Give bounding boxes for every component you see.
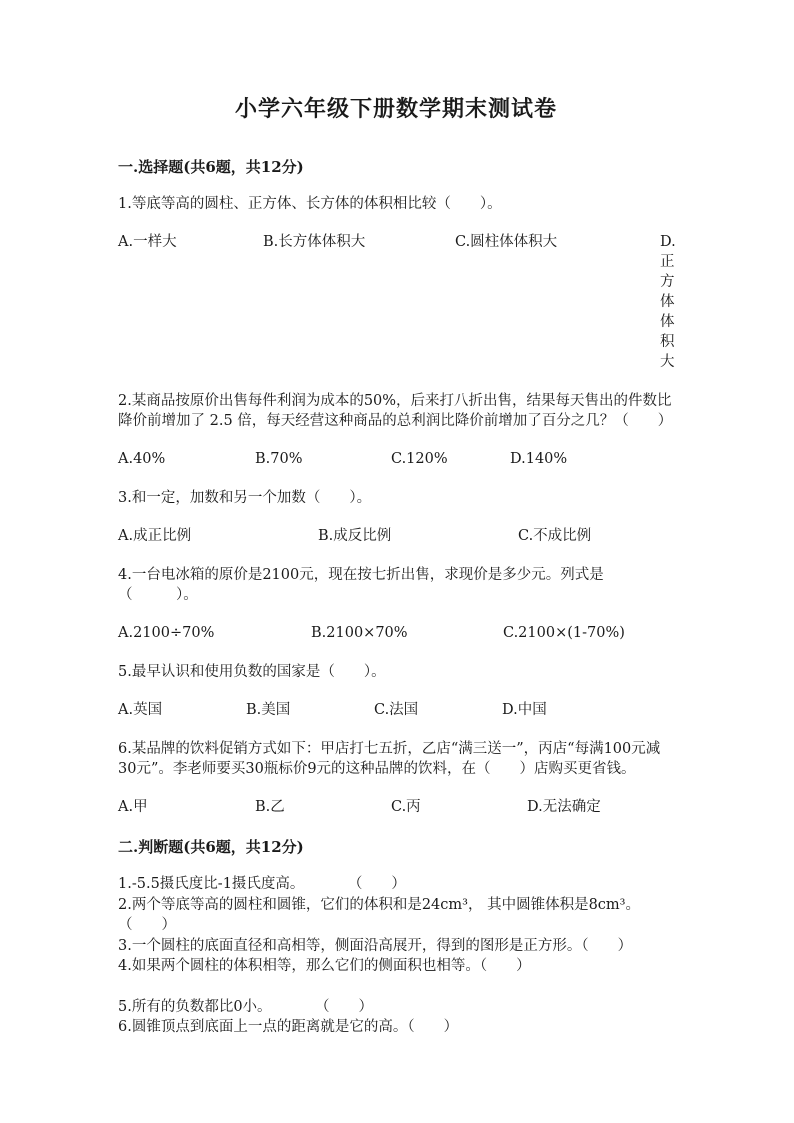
option-d-letter	[648, 232, 674, 372]
option-c: C.120%	[391, 451, 448, 467]
option-a: A.甲	[118, 799, 148, 815]
judge-item-1: 1.-5.5摄氏度比-1摄氏度高。 （ ）	[118, 876, 406, 892]
option-a: A.成正比例	[118, 528, 192, 544]
option-c: C.法国	[374, 702, 419, 718]
judge-item-3: 3.一个圆柱的底面直径和高相等，侧面沿高展开，得到的图形是正方形。（ ）	[118, 937, 633, 954]
option-d: D.140%	[510, 451, 568, 467]
option-a: A.一样大	[118, 234, 177, 250]
option-a: A.2100÷70%	[118, 625, 215, 641]
options-q5	[118, 700, 674, 720]
judge-item-2: 2.两个等底等高的圆柱和圆锥，它们的体积和是24cm³， 其中圆锥体积是8cm³。（ ）	[118, 896, 640, 933]
page-title: 小学六年级下册数学期末测试卷	[234, 96, 557, 122]
option-c: C.不成比例	[518, 528, 592, 544]
judge-item-6: 6.圆锥顶点到底面上一点的距离就是它的高。（ ）	[118, 1019, 459, 1035]
option-b: B.2100×70%	[311, 625, 408, 641]
section-heading-judge: 二.判断题(共6题，共12分)	[118, 838, 304, 856]
option-b: B.长方体体积大	[263, 234, 366, 250]
option-d: D.正方体体积大	[660, 234, 676, 370]
question-2: 2.某商品按原价出售每件利润为成本的50%，后来打八折出售，结果每天售出的件数比降价前增加了 2.5 倍，每天经营这种商品的总利润比降价前增加了百分之几？（ ）	[118, 393, 673, 429]
judge-item-5: 5.所有的负数都比0小。 （ ）	[118, 998, 374, 1015]
question-3: 3.和一定，加数和另一个加数（ ）。	[118, 490, 372, 506]
option-d: D.中国	[502, 702, 547, 718]
option-c: C.2100×(1-70%)	[503, 625, 625, 641]
options-q1	[118, 232, 674, 372]
option-b: B.成反比例	[318, 528, 392, 544]
question-5: 5.最早认识和使用负数的国家是（ ）。	[118, 664, 386, 680]
option-b: B.乙	[255, 799, 285, 815]
options-q4	[118, 623, 674, 643]
options-q3	[118, 526, 674, 546]
option-c: C.圆柱体体积大	[455, 234, 558, 250]
option-b: B.美国	[246, 702, 291, 718]
options-q2	[118, 449, 674, 469]
question-4: 4.一台电冰箱的原价是2100元，现在按七折出售，求现价是多少元。列式是（ ）。	[118, 567, 604, 603]
question-1: 1.等底等高的圆柱、正方体、长方体的体积相比较（ ）。	[118, 196, 502, 212]
question-6: 6.某品牌的饮料促销方式如下：甲店打七五折，乙店“满三送一”，丙店“每满100元减30元”。李老师要买30瓶标价9元的这种品牌的饮料，在（ ）店购买更省钱。	[118, 741, 661, 777]
option-d: D.无法确定	[527, 799, 601, 815]
options-q6	[118, 797, 674, 817]
option-a: A.英国	[118, 702, 163, 718]
section-heading-choice: 一.选择题(共6题，共12分)	[118, 158, 304, 176]
judge-item-4: 4.如果两个圆柱的体积相等，那么它们的侧面积也相等。（ ）	[118, 958, 531, 974]
option-b: B.70%	[255, 451, 303, 467]
option-a: A.40%	[118, 451, 166, 467]
option-c: C.丙	[391, 799, 421, 815]
